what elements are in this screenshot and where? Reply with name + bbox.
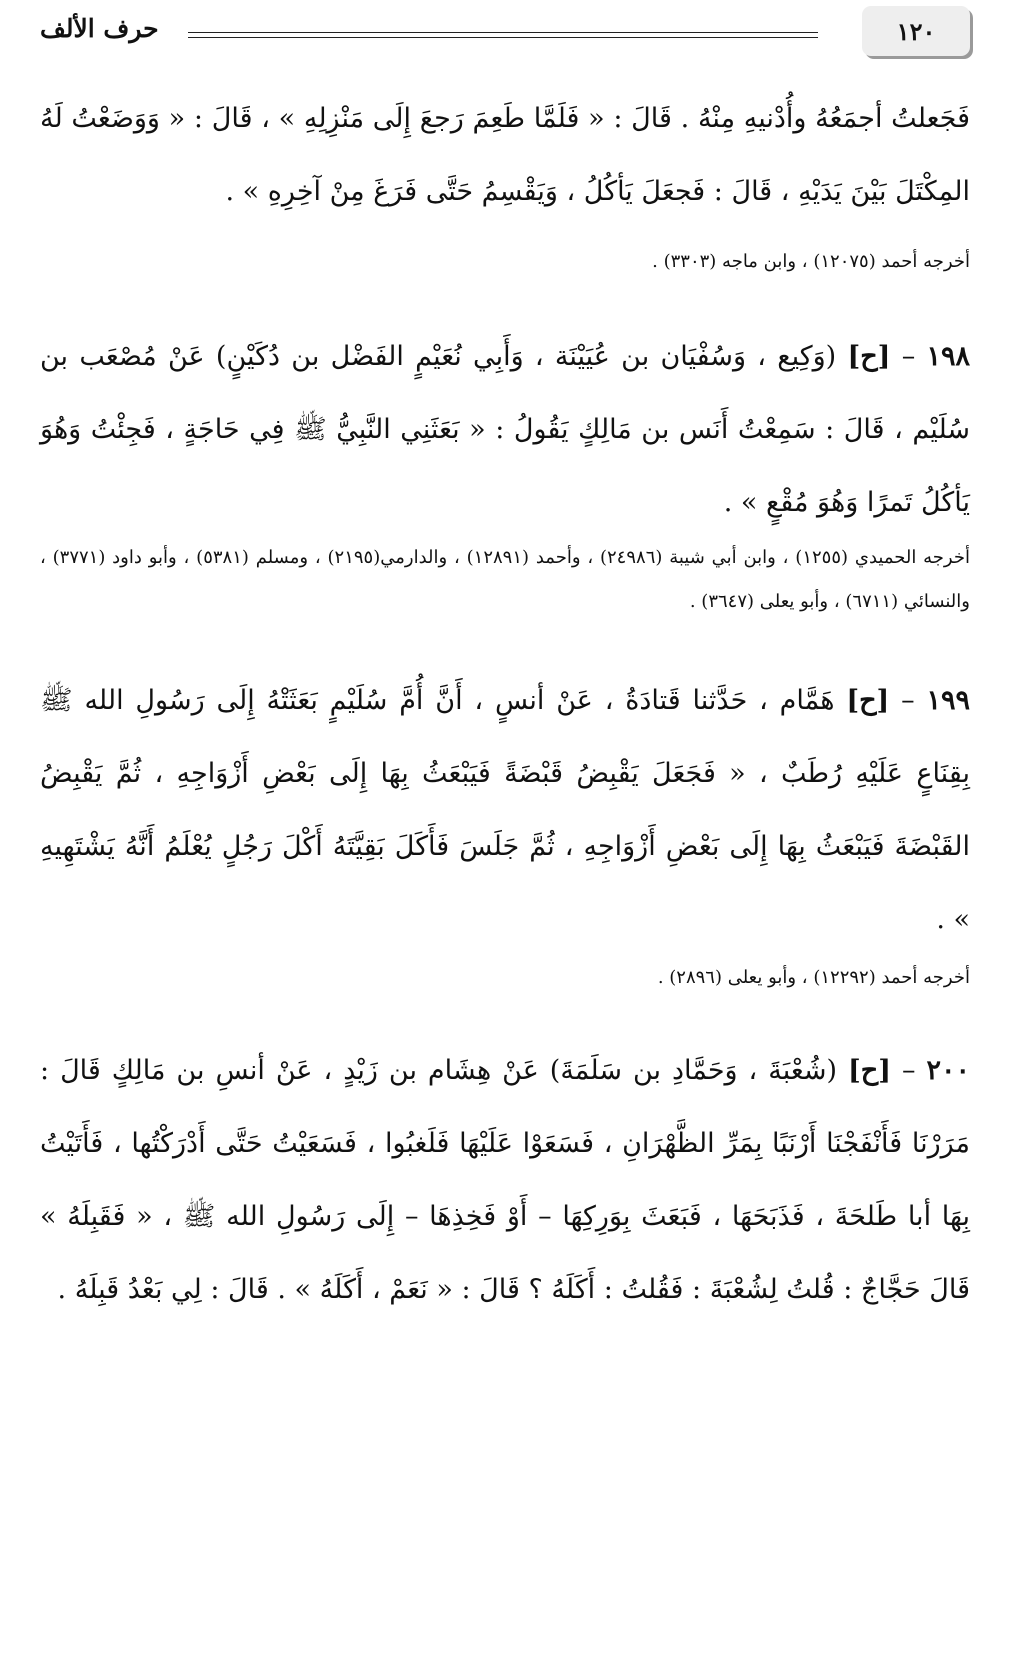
book-page <box>40 0 970 1657</box>
hadith-marker: [ح] <box>847 341 891 372</box>
running-title: حرف الألف <box>40 14 159 43</box>
page-number: ١٢٠ <box>862 6 970 56</box>
hadith-199: ١٩٩ – [ح] هَمَّام ، حَدَّثنا قَتادَةُ ، عَنْ أنسٍ ، أَنَّ أُمَّ سُلَيْمٍ بَعَثَتْهُ إِلَى رَسُولِ الله ﷺ بِقِنَاعٍ عَلَيْهِ رُطَبٌ ، « فَجَعَلَ يَقْبِضُ قَبْضَةً فَيَبْعَثُ بِهَا إِلَى بَعْضِ أَزْوَاجِهِ ، ثُمَّ يَقْبِضُ القَبْضَةَ فَيَبْعَثُ بِهَا إِلَى بَعْضِ أَزْوَاجِهِ ، ثُمَّ جَلَسَ فَأَكَلَ بَقِيَّتَهُ أَكْلَ رَجُلٍ يُعْلَمُ أَنَّهُ يَشْتَهِيهِ » . <box>40 685 970 935</box>
hadith-number: ٢٠٠ <box>926 1055 970 1086</box>
continuation-takhrij: أخرجه أحمد (١٢٠٧٥) ، وابن ماجه (٣٣٠٣) . <box>652 251 970 272</box>
hadith-marker: [ح] <box>848 1055 892 1086</box>
continuation-text: فَجَعلتُ أجمَعُهُ وأُدْنيهِ مِنْهُ . قَالَ : « فَلَمَّا طَعِمَ رَجعَ إِلَى مَنْزِلِهِ » ، قَالَ : « وَوَضَعْتُ لَهُ المِكْتَلَ بَيْنَ يَدَيْهِ ، قَالَ : فَجعَلَ يَأكُلُ ، وَيَقْسِمُ حَتَّى فَرَغَ مِنْ آخِرِهِ » . <box>40 103 970 207</box>
hadith-text: (وَكِيع ، وَسُفْيَان بن عُيَيْنَة ، وَأَبِي نُعَيْمٍ الفَضْل بن دُكَيْنٍ) عَنْ مُصْعَب بن سُلَيْم ، قَالَ : سَمِعْتُ أَنَس بن مَالِكٍ يَقُولُ : « بَعَثَنِي النَّبِيُّ ﷺ فِي حَاجَةٍ ، فَجِئْتُ وَهُوَ يَأكُلُ تَمرًا وَهُوَ مُقْعٍ » . <box>40 341 970 518</box>
hadith-198: ١٩٨ – [ح] (وَكِيع ، وَسُفْيَان بن عُيَيْنَة ، وَأَبِي نُعَيْمٍ الفَضْل بن دُكَيْنٍ) عَنْ مُصْعَب بن سُلَيْم ، قَالَ : سَمِعْتُ أَنَس بن مَالِكٍ يَقُولُ : « بَعَثَنِي النَّبِيُّ ﷺ فِي حَاجَةٍ ، فَجِئْتُ وَهُوَ يَأكُلُ تَمرًا وَهُوَ مُقْعٍ » . <box>40 341 970 518</box>
hadith-200: ٢٠٠ – [ح] (شُعْبَةَ ، وَحَمَّادِ بن سَلَمَةَ) عَنْ هِشَام بن زَيْدٍ ، عَنْ أنسِ بن مَالِكٍ قَالَ : مَرَرْنَا فَأَنْفَجْنَا أَرْنَبًا بِمَرِّ الظَّهْرَانِ ، فَسَعَوْا عَلَيْهَا فَلَغبُوا ، فَسَعَيْتُ حَتَّى أَدْرَكْتُها ، فَأَتَيْتُ بِهَا أبا طَلحَةَ ، فَذَبَحَهَا ، فَبَعَثَ بِوَرِكِهَا – أَوْ فَخِذِهَا – إِلَى رَسُولِ الله ﷺ ، « فَقَبِلَهُ » قَالَ حَجَّاجٌ : قُلتُ لِشُعْبَةَ : فَقُلتُ : أَكَلَهُ ؟ قَالَ : « نَعَمْ ، أَكَلَهُ » . قَالَ : لِي بَعْدُ قَبِلَهُ . <box>40 1055 970 1305</box>
header-rule <box>188 32 818 38</box>
hadith-199-takhrij: أخرجه أحمد (١٢٢٩٢) ، وأبو يعلى (٢٨٩٦) . <box>657 967 970 988</box>
page-header <box>40 0 970 70</box>
hadith-number: ١٩٩ <box>926 685 970 716</box>
hadith-marker: [ح] <box>846 685 890 716</box>
hadith-text: (شُعْبَةَ ، وَحَمَّادِ بن سَلَمَةَ) عَنْ هِشَام بن زَيْدٍ ، عَنْ أنسِ بن مَالِكٍ قَالَ : مَرَرْنَا فَأَنْفَجْنَا أَرْنَبًا بِمَرِّ الظَّهْرَانِ ، فَسَعَوْا عَلَيْهَا فَلَغبُوا ، فَسَعَيْتُ حَتَّى أَدْرَكْتُها ، فَأَتَيْتُ بِهَا أبا طَلحَةَ ، فَذَبَحَهَا ، فَبَعَثَ بِوَرِكِهَا – أَوْ فَخِذِهَا – إِلَى رَسُولِ الله ﷺ ، « فَقَبِلَهُ » قَالَ حَجَّاجٌ : قُلتُ لِشُعْبَةَ : فَقُلتُ : أَكَلَهُ ؟ قَالَ : « نَعَمْ ، أَكَلَهُ » . قَالَ : لِي بَعْدُ قَبِلَهُ . <box>40 1055 970 1305</box>
hadith-number: ١٩٨ <box>926 341 970 372</box>
hadith-198-takhrij: أخرجه الحميدي (١٢٥٥) ، وابن أبي شيبة (٢٤٩٨٦) ، وأحمد (١٢٨٩١) ، والدارمي(٢١٩٥) ، ومسلم (٥٣٨١) ، وأبو داود (٣٧٧١) ، والنسائي (٦٧١١) ، وأبو يعلى (٣٦٤٧) . <box>40 547 970 612</box>
hadith-text: هَمَّام ، حَدَّثنا قَتادَةُ ، عَنْ أنسٍ ، أَنَّ أُمَّ سُلَيْمٍ بَعَثَتْهُ إِلَى رَسُولِ الله ﷺ بِقِنَاعٍ عَلَيْهِ رُطَبٌ ، « فَجَعَلَ يَقْبِضُ قَبْضَةً فَيَبْعَثُ بِهَا إِلَى بَعْضِ أَزْوَاجِهِ ، ثُمَّ يَقْبِضُ القَبْضَةَ فَيَبْعَثُ بِهَا إِلَى بَعْضِ أَزْوَاجِهِ ، ثُمَّ جَلَسَ فَأَكَلَ بَقِيَّتَهُ أَكْلَ رَجُلٍ يُعْلَمُ أَنَّهُ يَشْتَهِيهِ » . <box>40 685 970 935</box>
